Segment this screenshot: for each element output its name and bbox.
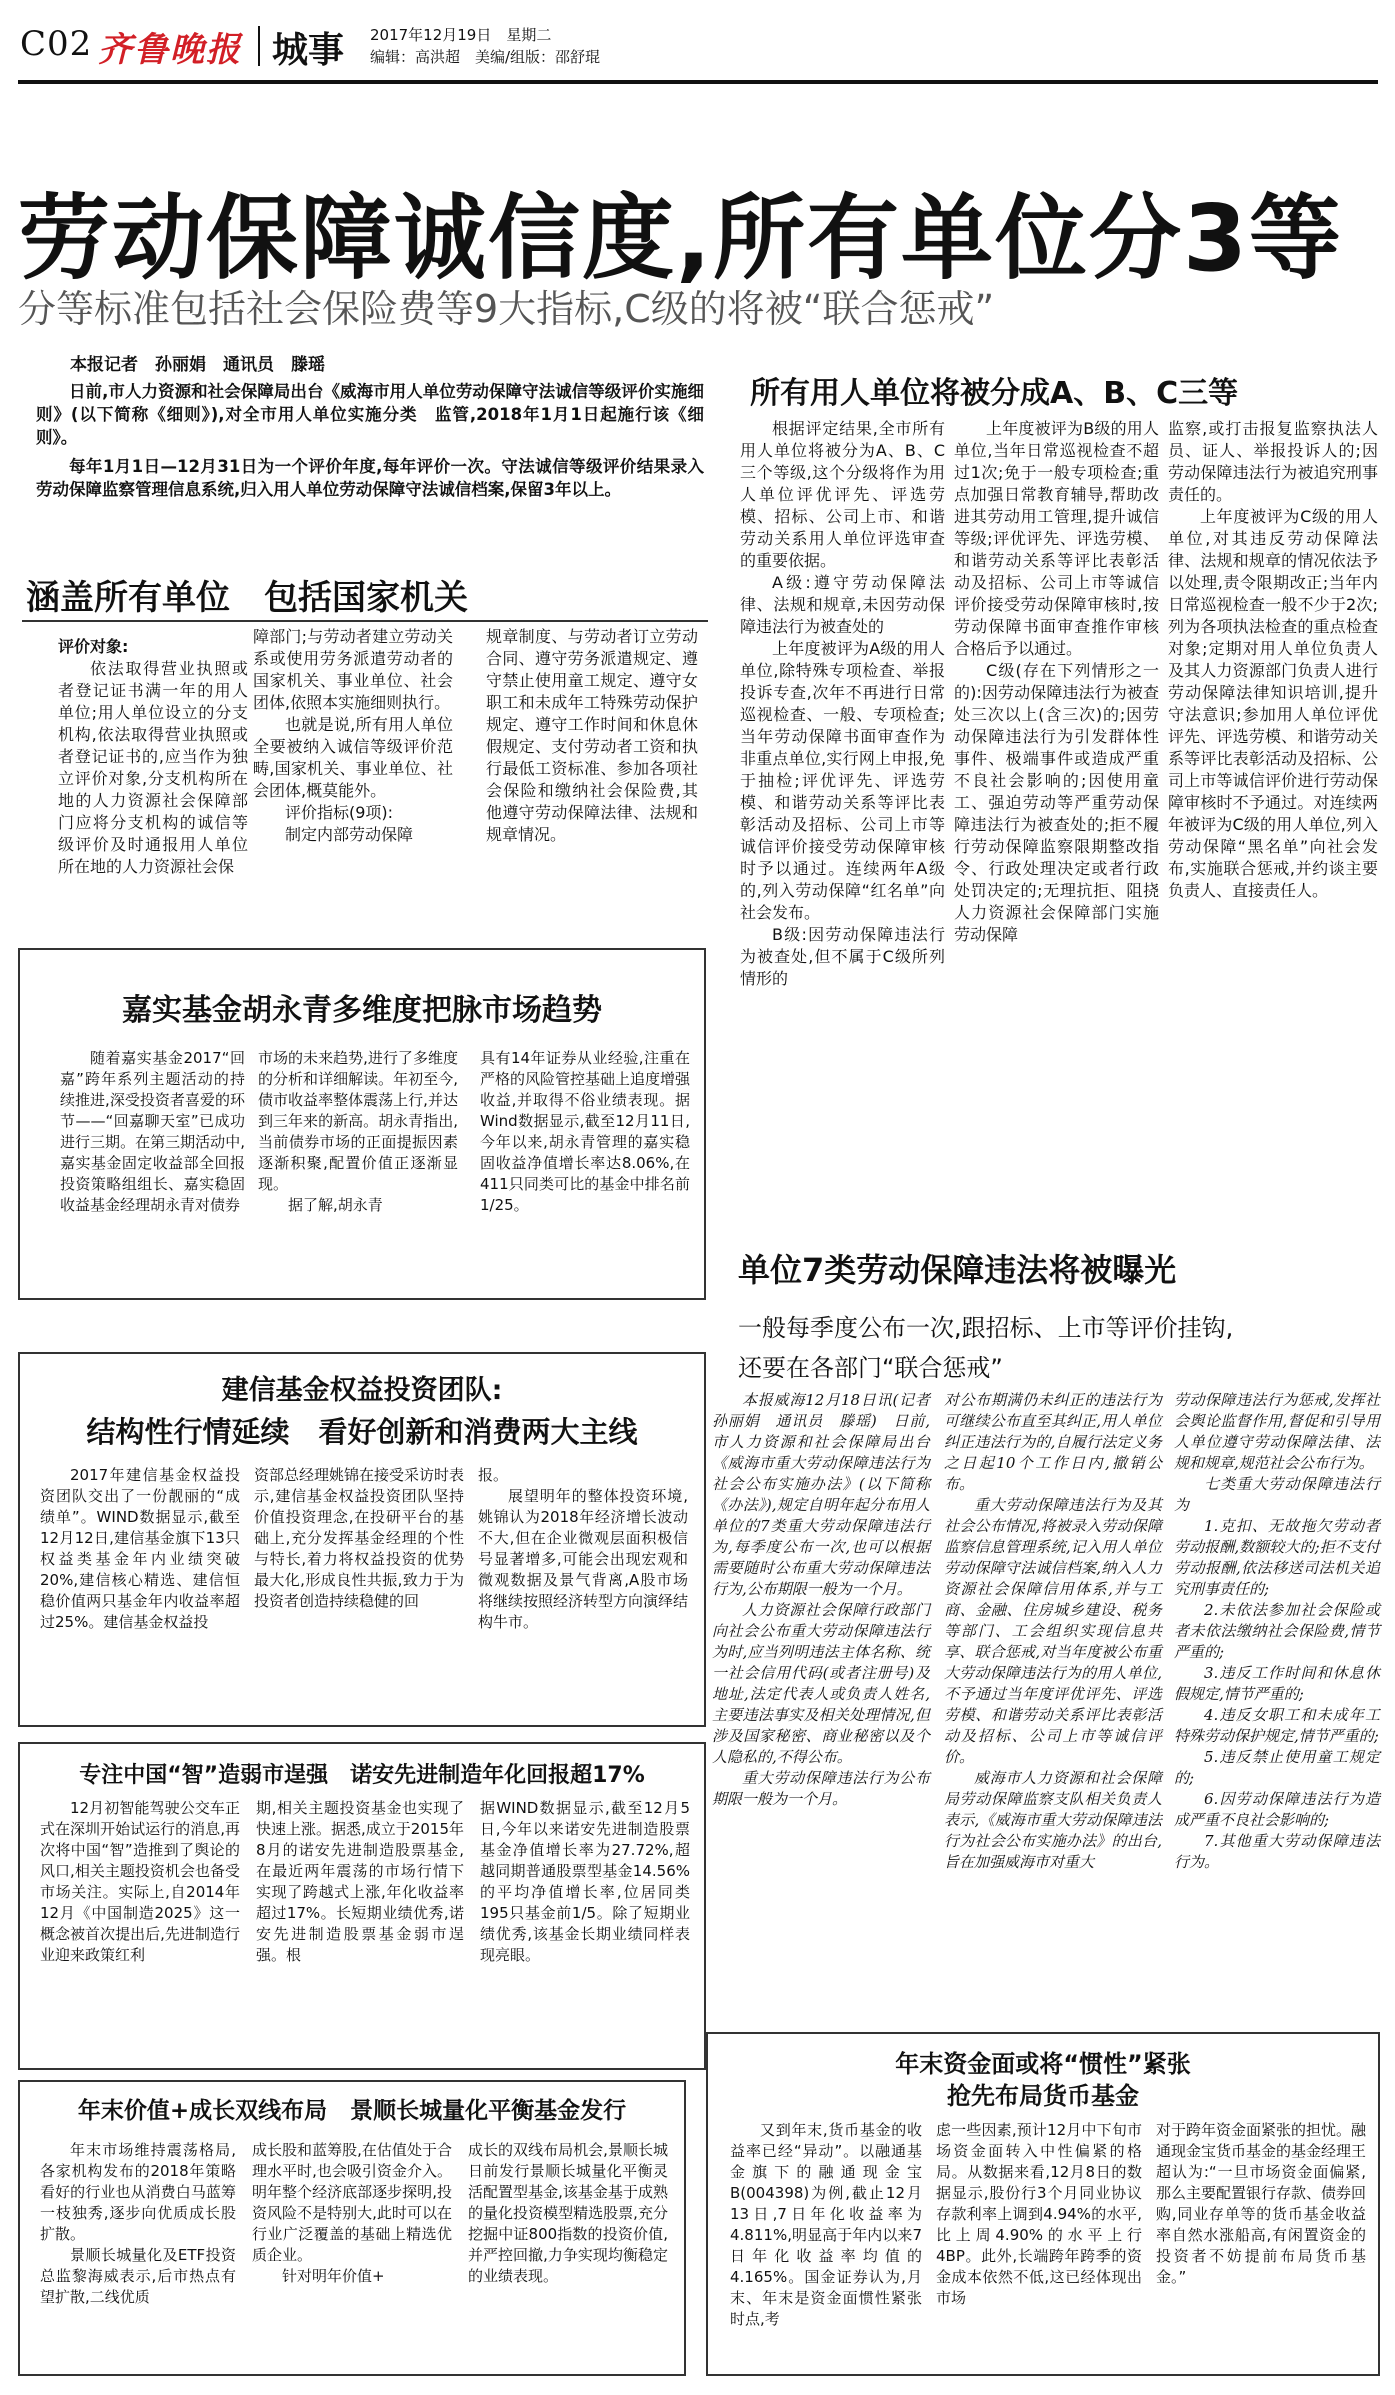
invesco-col2-text: 成长股和蓝筹股,在估值处于合理水平时,也会吸引资金介入。明年整个经济底部逐步探明,投资风险不是特别大,此时可以在行业广泛覆盖的基础上精选优质企业。 [252,2141,452,2264]
sec2-col1-text-part: B级:因劳动保障违法行为被查处,但不属于C级所列情形的 [740,925,945,988]
ccb-col3-text-part: 展望明年的整体投资环境,姚锦认为2018年经济增长波动不大,但在企业微观层面积极信号显著增多,可能会出现宏观和微观数据及景气背离,A股市场将继续按照经济转型方向演绎结构牛市。 [478,1487,689,1631]
sec1-col2-text-part: 制定内部劳动保障 [285,825,414,844]
ccb-column-1 [40,1465,240,1720]
newspaper-logo: 齐鲁晚报 [98,30,242,70]
sec1-column-3 [486,626,698,916]
sec3-col3-text-part: 3.违反工作时间和休息休假规定,情节严重的; [1174,1664,1380,1703]
sec2-col2-text-part: C级(存在下列情形之一的):因劳动保障违法行为被查处三次以上(含三次)的;因劳动保障违法行为引发群体性事件、极端事件或造成严重不良社会影响的;因使用童工、强迫劳动等严重劳动保障违法行为被查处的;拒不履行劳动保障监察限期整改指令、行政处理决定或者行政处罚决定的;无理抗拒、阻挠人力资源社会保障部门实施劳动保障 [954,661,1159,944]
sec1-col1-text-part: 依法取得营业执照或者登记证书满一年的用人单位;用人单位设立的分支机构,依法取得营业执照或者登记证书的,应当作为独立评价对象,分支机构所在地的人力资源社会保障部门应将分支机构的诚信等级评价及时通报用人单位所在地的人力资源社会保 [58,659,248,876]
sec2-col3-text: 监察,或打击报复监察执法人员、证人、举报投诉人的;因劳动保障违法行为被追究刑事责任的。 [1168,419,1378,504]
sec3-col2-text: 对公布期满仍未纠正的违法行为可继续公布直至其纠正,用人单位纠正违法行为的,自履行法定义务之日起10个工作日内,撤销公布。 [944,1391,1162,1493]
sec3-col3-text-part: 5.违反禁止使用童工规定的; [1174,1748,1380,1787]
rongtong-column-2 [936,2120,1142,2370]
harvest-column-1 [60,1048,245,1293]
sec3-column-2 [944,1390,1162,2030]
sec3-col2-text-part: 重大劳动保障违法行为及其社会公布情况,将被录入劳动保障监察信息管理系统,记入用人单位劳动保障守法诚信档案,纳入人力资源社会保障信用体系,并与工商、金融、住房城乡建设、税务等部门、工会组织实现信息共享、联合惩戒,对当年度被公布重大劳动保障违法行为的用人单位,不予通过当年度评优评先、评选劳模、和谐劳动关系评比表彰活动及招标、公司上市等诚信评价。 [944,1496,1162,1766]
ccb-column-3 [478,1465,688,1720]
sec2-col3-text-part: 上年度被评为C级的用人单位,对其违反劳动保障法律、法规和规章的情况依法予以处理,责令限期改正;当年内日常巡视检查一般不少于2次;列为各项执法检查的重点检查对象;定期对用人单位负责人及其人力资源部门负责人进行劳动保障法律知识培训,提升守法意识;参加用人单位评优评先、评选劳模、和谐劳动关系等评比表彰活动及招标、公司上市等诚信评价进行劳动保障审核时不予通过。对连续两年被评为C级的用人单位,列入劳动保障“黑名单”向社会发布,实施联合惩戒,并约谈主要负责人、直接责任人。 [1168,507,1378,900]
sec3-col1-text: 本报威海12月18日讯(记者 孙丽娟 通讯员 滕瑶) 日前,市人力资源和社会保障局出台《威海市重大劳动保障违法行为社会公布实施办法》(以下简称《办法》),规定自明年起分布用人单位的7类重大劳动保障违法行为,每季度公布一次,也可以根据需要随时公布重大劳动保障违法行为,公布期限一般为一个月。 [712,1391,946,1598]
sec3-col2-text-part: 威海市人力资源和社会保障局劳动保障监察支队相关负责人表示,《威海市重大劳动保障违法行为社会公布实施办法》的出台,旨在加强威海市对重大 [944,1769,1162,1871]
sec3-col3-text-part: 4.违反女职工和未成年工特殊劳动保护规定,情节严重的; [1174,1706,1380,1745]
rongtong-title-2: 抢先布局货币基金 [947,2082,1139,2110]
harvest-column-2 [258,1048,458,1293]
lead-byline: 本报记者 孙丽娟 通讯员 滕瑶 [70,355,325,375]
harvest-col3-text: 具有14年证券从业经验,注重在严格的风险管控基础上追度增强收益,并取得不俗业绩表现。据Wind数据显示,截至12月11日,今年以来,胡永青管理的嘉实稳固收益净值增长率达8.06%,在411只同类可比的基金中排名前1/25。 [480,1049,691,1214]
ccb-col3-text: 报。 [478,1466,509,1484]
sec1-column-2 [253,626,453,916]
invesco-col3-text: 成长的双线布局机会,景顺长城日前发行景顺长城量化平衡灵活配置型基金,该基金基于成熟的量化投资模型精选股票,充分挖掘中证800指数的投资价值,并严控回撤,力争实现均衡稳定的业绩表现。 [468,2141,668,2285]
lead-paragraph-1: 日前,市人力资源和社会保障局出台《威海市用人单位劳动保障守法诚信等级评价实施细则》(以下简称《细则》),对全市用人单位实施分类 监管,2018年1月1日起施行该《细则》。 [36,382,704,447]
sec3-col3-text-part: 7.其他重大劳动保障违法行为。 [1174,1832,1380,1871]
sec1-col2-text: 障部门;与劳动者建立劳动关系或使用劳务派遣劳动者的国家机关、事业单位、社会团体,依照本实施细则执行。 [253,627,453,712]
sec1-col2-text-part: 也就是说,所有用人单位全要被纳入诚信等级评价范畴,国家机关、事业单位、社会团体,概莫能外。 [253,715,453,800]
harvest-col2-text: 市场的未来趋势,进行了多维度的分析和详细解读。年初至今,债市收益率整体震荡上行,并达到三年来的新高。胡永青指出,当前债券市场的正面提振因素逐渐积聚,配置价值正逐渐显现。 [258,1049,458,1193]
sec2-col1-text-part: 上年度被评为A级的用人单位,除特殊专项检查、举报投诉专查,次年不再进行日常巡视检查、一般、专项检查;当年劳动保障书面审查作为非重点单位,实行网上申报,免于抽检;评优评先、评选劳模、和谐劳动关系等评比表彰活动及招标、公司上市等诚信评价接受劳动保障审核时予以通过。连续两年A级的,列入劳动保障“红名单”向社会发布。 [740,639,945,922]
lead-block [36,380,704,550]
sec3-col3-text-part: 七类重大劳动保障违法行为 [1174,1475,1380,1514]
rongtong-col2-text: 虑一些因素,预计12月中下旬市场资金面转入中性偏紧的格局。从数据来看,12月8日的数据显示,股份行3个月同业协议存款利率上调到4.94%的水平,比上周4.90%的水平上行4BP。此外,长端跨年跨季的资金成本依然不低,这已经体现出市场 [936,2121,1142,2307]
sec3-col3-text: 劳动保障违法行为惩戒,发挥社会舆论监督作用,督促和引导用人单位遵守劳动保障法律、法规和规章,规范社会公布行为。 [1174,1391,1380,1472]
rongtong-col3-text: 对于跨年资金面紧张的担忧。融通现金宝货币基金的基金经理王超认为:“一旦市场资金面偏紧,那么主要配置银行存款、债券回购,同业存单等的货币基金收益率自然水涨船高,有闲置资金的投资者不妨提前布局货币基金。” [1156,2121,1367,2286]
ccb-column-2 [254,1465,464,1720]
sec3-subheading-2: 还要在各部门“联合惩戒” [738,1354,1003,1382]
lion-title: 专注中国“智”造弱市逞强 诺安先进制造年化回报超17% [79,1763,645,1788]
harvest-col2-text-part: 据了解,胡永青 [288,1196,383,1214]
sec1-column-1 [58,636,248,916]
section-heading-grades: 所有用人单位将被分成A、B、C三等 [750,376,1239,411]
lead-paragraph-2: 每年1月1日—12月31日为一个评价年度,每年评价一次。守法诚信等级评价结果录入劳动保障监察管理信息系统,归入用人单位劳动保障守法诚信档案,保留3年以上。 [36,457,704,499]
harvest-title: 嘉实基金胡永青多维度把脉市场趋势 [122,993,602,1028]
section-name: 城事 [272,30,345,71]
editors-credit: 编辑：高洪超 美编/组版：邵舒琨 [370,48,601,66]
sec2-col1-text: 根据评定结果,全市所有用人单位将被分为A、B、C三个等级,这个分级将作为用人单位评优评先、评选劳模、招标、公司上市、和谐劳动关系用人单位评选审查的重要依据。 [740,419,945,570]
sec1-col2-text-part: 评价指标(9项): [285,803,394,822]
sec2-col1-text-part: A级:遵守劳动保障法律、法规和规章,未因劳动保障违法行为被查处的 [740,573,945,636]
issue-date: 2017年12月19日 星期二 [370,26,552,44]
header-divider [258,26,260,66]
sec2-col2-text: 上年度被评为B级的用人单位,当年日常巡视检查不超过1次;免于一般专项检查;重点加强日常教育辅导,帮助改进其劳动用工管理,提升诚信等级;评优评先、评选劳模、和谐劳动关系等评比表彰活动及招标、公司上市等诚信评价接受劳动保障审核时,按劳动保障书面审查推作审核合格后予以通过。 [954,419,1159,658]
sec3-col1-text-part: 人力资源社会保障行政部门向社会公布重大劳动保障违法行为时,应当列明违法主体名称、统一社会信用代码(或者注册号)及地址,法定代表人或负责人姓名,主要违法事实及相关处理情况,但涉及国家秘密、商业秘密以及个人隐私的,不得公布。 [712,1601,930,1766]
invesco-column-3 [468,2140,668,2370]
invesco-col1-text-part: 景顺长城量化及ETF投资总监黎海威表示,后市热点有望扩散,二线优质 [40,2246,236,2306]
harvest-col1-text: 随着嘉实基金2017“回嘉”跨年系列主题活动的持续推进,深受投资者喜爱的环节——“回嘉聊天室”已成功进行三期。在第三期活动中,嘉实基金固定收益部全回报投资策略组组长、嘉实稳固收益基金经理胡永青对债券 [60,1049,245,1214]
invesco-column-2 [252,2140,452,2370]
section-heading-coverage: 涵盖所有单位 包括国家机关 [26,578,468,618]
lion-column-2 [256,1798,464,2063]
invesco-column-1 [40,2140,236,2370]
sec3-subheading-1: 一般每季度公布一次,跟招标、上市等评价挂钩, [738,1314,1234,1342]
ccb-col1-text: 2017年建信基金权益投资团队交出了一份靓丽的“成绩单”。WIND数据显示,截至12月12日,建信基金旗下13只权益类基金年内业绩突破20%,建信核心精选、建信恒稳价值两只基金年内收益率超过25%。建信基金权益投 [40,1466,240,1631]
sec3-col1-text-part: 重大劳动保障违法行为公布期限一般为一个月。 [712,1769,930,1808]
invesco-col2-text-part: 针对明年价值+ [282,2267,385,2285]
ccb-title-1: 建信基金权益投资团队: [221,1375,503,1406]
page-number: C02 [20,24,93,64]
rongtong-column-3 [1156,2120,1366,2370]
sec2-column-2 [954,418,1159,1218]
ccb-col2-text: 资部总经理姚锦在接受采访时表示,建信基金权益投资团队坚持价值投资理念,在投研平台的基础上,充分发挥基金经理的个性与特长,着力将权益投资的优势最大化,形成良性共振,致力于为投资者创造持续稳健的回 [254,1466,465,1610]
lion-col3-text: 据WIND数据显示,截至12月5日,今年以来诺安先进制造股票基金净值增长率为27.72%,超越同期普通股票型基金14.56%的平均净值增长率,位居同类195只基金前1/5。除了短期业绩优秀,该基金长期业绩同样表现亮眼。 [480,1799,690,1964]
sec1-col3-text: 规章制度、与劳动者订立劳动合同、遵守劳务派遣规定、遵守禁止使用童工规定、遵守女职工和未成年工特殊劳动保护规定、遵守工作时间和休息休假规定、支付劳动者工资和执行最低工资标准、参加各项社会保险和缴纳社会保险费,其他遵守劳动保障法律、法规和规章情况。 [486,627,698,844]
sec3-column-3 [1174,1390,1380,2030]
main-headline: 劳动保障诚信度,所有单位分3等 [18,185,1343,292]
sec3-col3-text-part: 1.克扣、无故拖欠劳动者劳动报酬,数额较大的;拒不支付劳动报酬,依法移送司法机关追究刑事责任的; [1174,1517,1380,1598]
sec1-col1-text: 评价对象: [58,637,129,656]
section-heading-exposure: 单位7类劳动保障违法将被曝光 [738,1251,1177,1289]
invesco-title: 年末价值+成长双线布局 景顺长城量化平衡基金发行 [77,2098,627,2124]
ccb-title-2: 结构性行情延续 看好创新和消费两大主线 [86,1415,638,1449]
header-rule [18,80,1378,84]
rongtong-column-1 [730,2120,922,2370]
sub-headline: 分等标准包括社会保险费等9大指标,C级的将被“联合惩戒” [18,287,995,331]
invesco-col1-text: 年末市场维持震荡格局,各家机构发布的2018年策略看好的行业也从消费白马蓝筹一枝独秀,逐步向优质成长股扩散。 [40,2141,236,2243]
sec3-column-1 [712,1390,946,2030]
lion-column-1 [40,1798,240,2063]
lion-col2-text: 期,相关主题投资基金也实现了快速上涨。据悉,成立于2015年8月的诺安先进制造股票基金,在最近两年震荡的市场行情下实现了跨越式上涨,年化收益率超过17%。长短期业绩优秀,诺安先进制造股票基金弱市逞强。根 [256,1799,464,1964]
rongtong-col1-text: 又到年末,货币基金的收益率已经“异动”。以融通基金旗下的融通现金宝B(004398)为例,截止12月13日,7日年化收益率为4.811%,明显高于年内以来7日年化收益率均值的4.165%。国金证券认为,月末、年末是资金面惯性紧张时点,考 [730,2121,922,2328]
section-rule [22,620,708,622]
sec2-column-1 [740,418,945,1218]
sec3-col3-text-part: 2.未依法参加社会保险或者未依法缴纳社会保险费,情节严重的; [1174,1601,1380,1661]
lion-col1-text: 12月初智能驾驶公交车正式在深圳开始试运行的消息,再次将中国“智”造推到了舆论的风口,相关主题投资机会也备受市场关注。实际上,自2014年12月《中国制造2025》这一概念被首次提出后,先进制造行业迎来政策红利 [40,1799,240,1964]
sec2-column-3 [1168,418,1378,1218]
lion-column-3 [480,1798,690,2063]
rongtong-title-1: 年末资金面或将“惯性”紧张 [895,2050,1191,2078]
harvest-column-3 [480,1048,690,1293]
sec3-col3-text-part: 6.因劳动保障违法行为造成严重不良社会影响的; [1174,1790,1380,1829]
